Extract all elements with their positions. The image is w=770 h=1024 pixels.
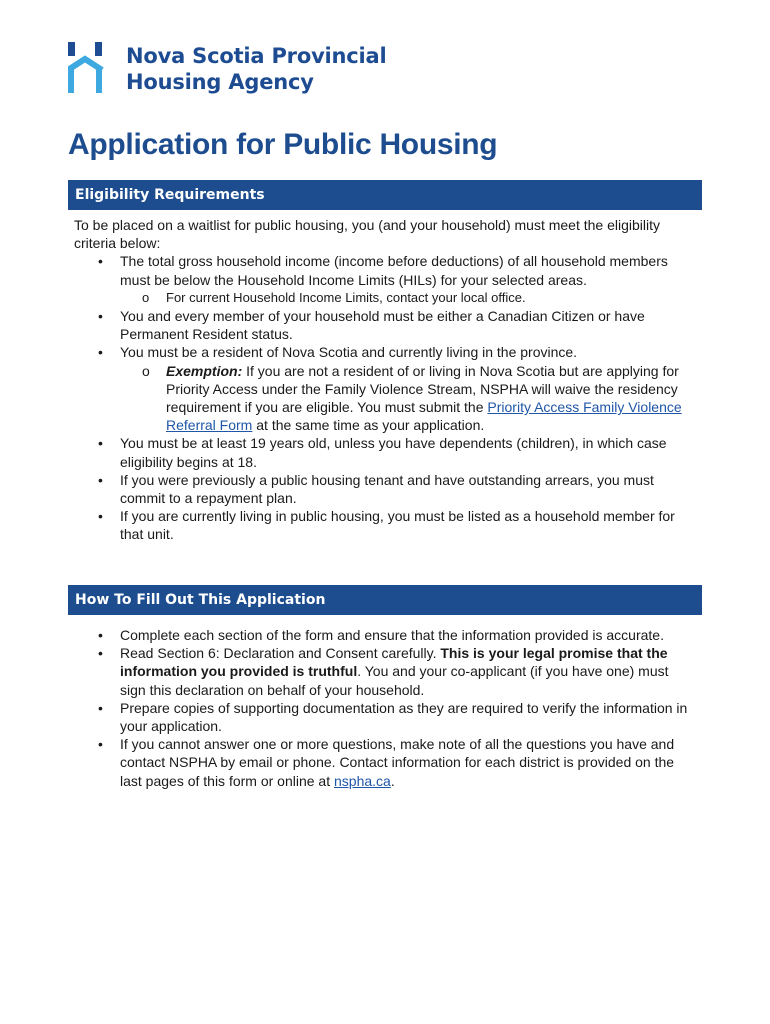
list-item: • If you were previously a public housing tenant and have outstanding arrears, you must commit to a repayment plan. (74, 471, 694, 507)
howto-list (74, 626, 694, 790)
sub-list-item (74, 362, 694, 435)
eligibility-intro: To be placed on a waitlist for public housing, you (and your household) must meet the eligibility criteria below: (74, 217, 660, 252)
agency-name-line1: Nova Scotia Provincial (126, 44, 387, 68)
eligibility-heading: Eligibility Requirements (68, 180, 702, 210)
exemption-text: If you are not a resident of or living in Nova Scotia but are applying for Priority Access under the Family Violence Stream, NSPHA will waive the residency requirement if you are eligible. You must submit the (166, 362, 679, 416)
list-item: • You must be a resident of Nova Scotia and currently living in the province. (74, 343, 694, 361)
sub-bullet-marker: o (142, 289, 150, 305)
referral-form-link[interactable]: Priority Access Family Violence Referral Form (166, 399, 682, 434)
list-item (74, 735, 694, 790)
nspha-website-link[interactable]: nspha.ca (334, 772, 391, 789)
page-title: Application for Public Housing (68, 128, 498, 161)
house-h-logo-icon (68, 42, 112, 94)
sub-list-item (74, 289, 694, 307)
howto-section (74, 626, 694, 790)
agency-name-line2: Housing Agency (126, 70, 314, 94)
eligibility-section (74, 216, 694, 544)
legal-promise-text: This is your legal promise that the information you provided is truthful (120, 645, 668, 680)
list-item: • If you are currently living in public housing, you must be listed as a household member for that unit. (74, 507, 694, 543)
list-item: • You must be at least 19 years old, unless you have dependents (children), in which case eligibility begins at 18. (74, 434, 694, 470)
declaration-text: Read Section 6: Declaration and Consent carefully. (120, 645, 441, 662)
agency-name (126, 43, 387, 95)
exemption-label: Exemption: (166, 362, 243, 379)
list-item: • Prepare copies of supporting documentation as they are required to verify the information in your application. (74, 699, 694, 735)
list-item: • The total gross household income (income before deductions) of all household members must be below the Household Income Limits (HILs) for your selected areas. (74, 252, 694, 288)
declaration-text-end: . You and your co-applicant (if you have one) must sign this declaration on behalf of your household. (120, 663, 669, 698)
agency-logo (68, 42, 387, 95)
list-item: • You and every member of your household must be either a Canadian Citizen or have Permanent Resident status. (74, 307, 694, 343)
questions-text: If you cannot answer one or more questions, make note of all the questions you have and contact NSPHA by email or phone. Contact information for each district is provided on the last pages of this form or online at (120, 736, 675, 789)
sub-item-text: For current Household Income Limits, contact your local office. (166, 289, 526, 305)
list-item: • Complete each section of the form and ensure that the information provided is accurate. (74, 626, 694, 644)
exemption-text-end: at the same time as your application. (252, 417, 485, 434)
eligibility-list (74, 252, 694, 543)
sub-bullet-marker: o (142, 362, 150, 379)
howto-heading: How To Fill Out This Application (68, 585, 702, 615)
list-item (74, 644, 694, 699)
questions-text-end: . (390, 772, 395, 789)
